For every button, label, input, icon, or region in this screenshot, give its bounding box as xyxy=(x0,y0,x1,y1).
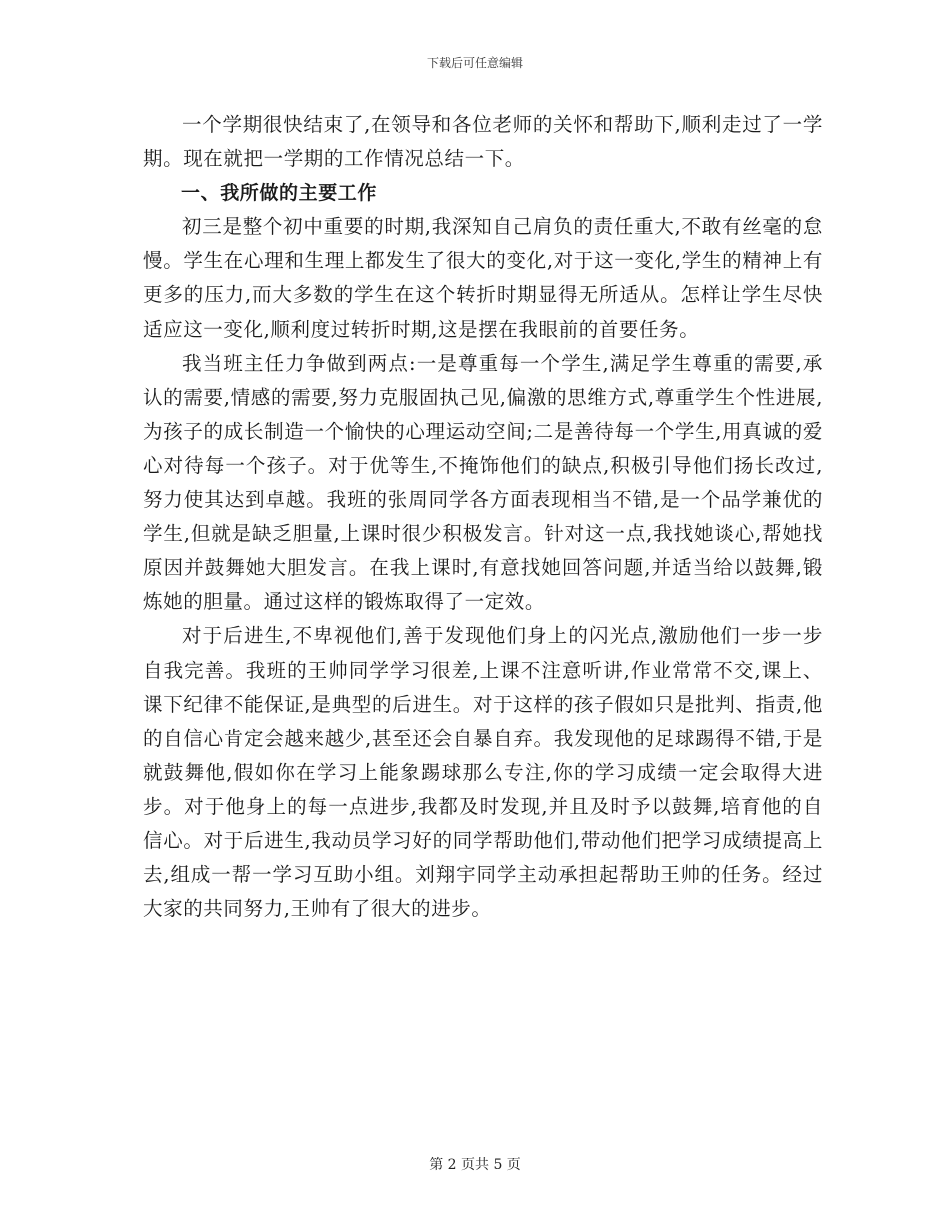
paragraph-grade-three: 初三是整个初中重要的时期,我深知自己肩负的责任重大,不敢有丝毫的怠慢。学生在心理和生理上都发生了很大的变化,对于这一变化,学生的精神上有更多的压力,而大多数的学生在这个转折时期显得无所适从。怎样让学生尽快适应这一变化,顺利度过转折时期,这是摆在我眼前的首要任务。 xyxy=(143,215,823,341)
section-heading: 一、我所做的主要工作 xyxy=(181,182,378,205)
document-body xyxy=(143,108,823,926)
paragraph-two-points: 我当班主任力争做到两点:一是尊重每一个学生,满足学生尊重的需要,承认的需要,情感的需要,努力克服固执己见,偏激的思维方式,尊重学生个性进展,为孩子的成长制造一个愉快的心理运动空间;二是善待每一个学生,用真诚的爱心对待每一个孩子。对于优等生,不掩饰他们的缺点,积极引导他们扬长改过,努力使其达到卓越。我班的张周同学各方面表现相当不错,是一个品学兼优的学生,但就是缺乏胆量,上课时很少积极发言。针对这一点,我找她谈心,帮她找原因并鼓舞她大胆发言。在我上课时,有意找她回答问题,并适当给以鼓舞,锻炼她的胆量。通过这样的锻炼取得了一定效。 xyxy=(143,351,823,614)
paragraph-intro: 一个学期很快结束了,在领导和各位老师的关怀和帮助下,顺利走过了一学期。现在就把一学期的工作情况总结一下。 xyxy=(143,113,823,171)
page-number: 第 2 页共 5 页 xyxy=(429,1157,521,1173)
paragraph-underachievers: 对于后进生,不卑视他们,善于发现他们身上的闪光点,激励他们一步一步自我完善。我班的王帅同学学习很差,上课不注意听讲,作业常常不交,课上、课下纪律不能保证,是典型的后进生。对于这样的孩子假如只是批判、指责,他的自信心肯定会越来越少,甚至还会自暴自弃。我发现他的足球踢得不错,于是就鼓舞他,假如你在学习上能象踢球那么专注,你的学习成绩一定会取得大进步。对于他身上的每一点进步,我都及时发现,并且及时予以鼓舞,培育他的自信心。对于后进生,我动员学习好的同学帮助他们,带动他们把学习成绩提高上去,组成一帮一学习互助小组。刘翔宇同学主动承担起帮助王帅的任务。经过大家的共同努力,王帅有了很大的进步。 xyxy=(143,624,823,921)
page-header-note: 下载后可任意编辑 xyxy=(426,56,523,70)
